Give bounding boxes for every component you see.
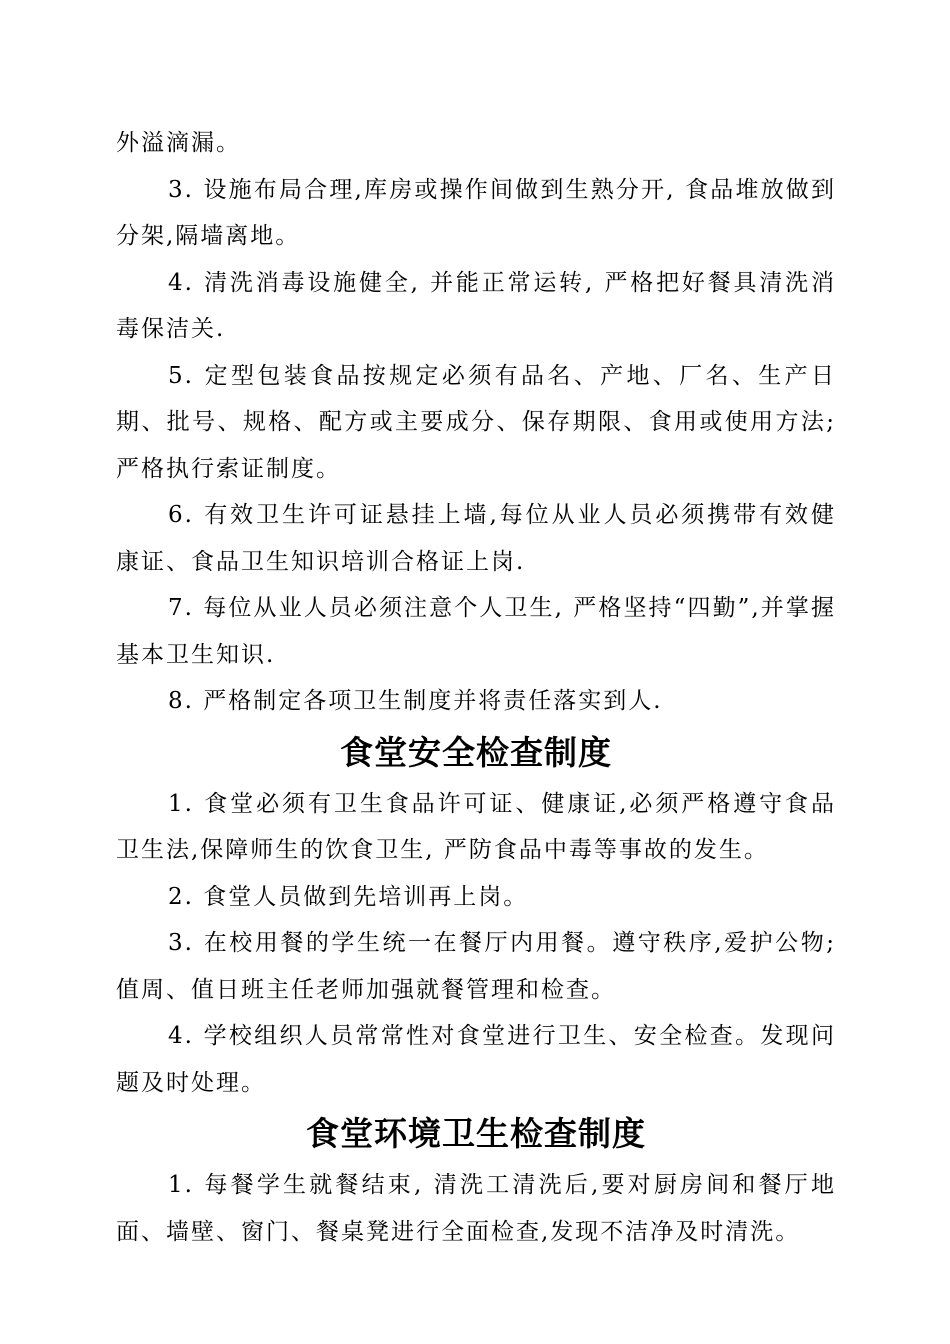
safety-item-4: 4. 学校组织人员常常性对食堂进行卫生、安全检查。发现问题及时处理。: [116, 1023, 836, 1096]
paragraph-item-7: 7. 每位从业人员必须注意个人卫生, 严格坚持“四勤”,并掌握基本卫生知识.: [116, 595, 836, 668]
safety-item-2: 2. 食堂人员做到先培训再上岗。: [168, 883, 529, 910]
section-title-safety-inspection: 食堂安全检查制度: [340, 732, 612, 772]
paragraph-continuation: 外溢滴漏。: [116, 130, 241, 156]
paragraph-item-6: 6. 有效卫生许可证悬挂上墙,每位从业人员必须携带有效健康证、食品卫生知识培训合格证上岗.: [116, 502, 836, 575]
safety-item-1: 1. 食堂必须有卫生食品许可证、健康证,必须严格遵守食品卫生法,保障师生的饮食卫生, 严防食品中毒等事故的发生。: [116, 790, 836, 863]
paragraph-item-5: 5. 定型包装食品按规定必须有品名、产地、厂名、生产日期、批号、规格、配方或主要成分、保存期限、食用或使用方法;严格执行索证制度。: [116, 362, 836, 482]
paragraph-item-8: 8. 严格制定各项卫生制度并将责任落实到人.: [168, 688, 663, 714]
paragraph-item-3: 3. 设施布局合理,库房或操作间做到生熟分开, 食品堆放做到分架,隔墙离地。: [116, 176, 836, 249]
paragraph-item-4: 4. 清洗消毒设施健全, 并能正常运转, 严格把好餐具清洗消毒保洁关.: [116, 269, 836, 342]
safety-item-3: 3. 在校用餐的学生统一在餐厅内用餐。遵守秩序,爱护公物;值周、值日班主任老师加强就餐管理和检查。: [116, 930, 836, 1003]
document-body: [116, 120, 836, 1255]
section-title-hygiene-inspection: 食堂环境卫生检查制度: [306, 1114, 646, 1153]
hygiene-item-1: 1. 每餐学生就餐结束, 清洗工清洗后,要对厨房间和餐厅地面、墙壁、窗门、餐桌凳进行全面检查,发现不洁净及时清洗。: [116, 1172, 836, 1245]
